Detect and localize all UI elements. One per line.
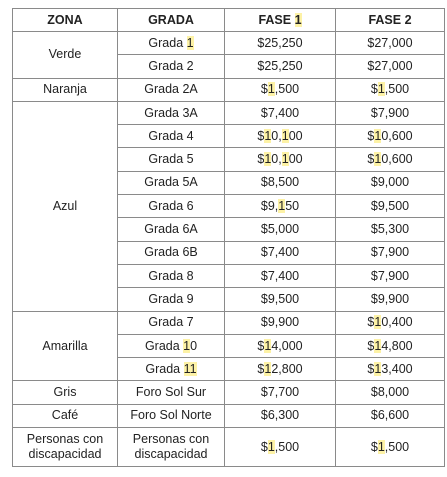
fase-2-price-cell: $27,000 [336,55,445,78]
fase-2-price-cell: $14,800 [336,334,445,357]
zona-cell: Verde [13,32,118,79]
price-table [12,8,445,467]
grada-cell: Grada 10 [118,334,225,357]
fase-1-price-cell: $1,500 [225,78,336,101]
grada-cell: Grada 3A [118,101,225,124]
zona-cell: Gris [13,381,118,404]
search-highlight: 1 [281,128,289,143]
table-row [13,381,445,404]
fase-2-price-cell: $9,500 [336,195,445,218]
fase-1-price-cell: $7,400 [225,241,336,264]
fase-1-price-cell: $9,500 [225,288,336,311]
search-highlight: 1 [264,128,272,143]
search-highlight: 1 [278,198,286,213]
search-highlight: 1 [374,338,382,353]
grada-cell: Grada 2A [118,78,225,101]
search-highlight: 1 [374,315,382,330]
search-highlight: 1 [267,439,275,454]
fase-1-price-cell: $9,900 [225,311,336,334]
table-row [13,404,445,427]
header-row [13,9,445,32]
fase-1-price-cell: $6,300 [225,404,336,427]
grada-cell: Grada 5A [118,171,225,194]
grada-cell: Grada 6 [118,195,225,218]
fase-1-price-cell: $25,250 [225,55,336,78]
search-highlight: 1 [189,361,197,376]
search-highlight: 1 [183,361,190,376]
fase-2-price-cell: $13,400 [336,358,445,381]
search-highlight: 1 [374,128,382,143]
fase-1-price-cell: $10,100 [225,125,336,148]
search-highlight: 1 [294,12,302,27]
grada-cell: Foro Sol Sur [118,381,225,404]
table-row [13,78,445,101]
zona-cell: Personas con discapacidad [13,428,118,467]
grada-cell: Grada 8 [118,264,225,287]
search-highlight: 1 [374,152,382,167]
fase-1-price-cell: $25,250 [225,32,336,55]
fase-2-price-cell: $7,900 [336,101,445,124]
zona-cell: Naranja [13,78,118,101]
fase-2-price-cell: $7,900 [336,264,445,287]
fase-1-price-cell: $12,800 [225,358,336,381]
search-highlight: 1 [267,82,275,97]
fase-2-price-cell: $10,600 [336,148,445,171]
search-highlight: 1 [264,361,272,376]
grada-cell: Grada 6A [118,218,225,241]
fase-2-price-cell: $1,500 [336,428,445,467]
fase-2-price-cell: $8,000 [336,381,445,404]
fase-1-price-cell: $9,150 [225,195,336,218]
grada-cell: Grada 1 [118,32,225,55]
header-fase-2: FASE 2 [336,9,445,32]
fase-2-price-cell: $6,600 [336,404,445,427]
header-zona: ZONA [13,9,118,32]
grada-cell: Grada 5 [118,148,225,171]
fase-1-price-cell: $1,500 [225,428,336,467]
fase-2-price-cell: $10,600 [336,125,445,148]
search-highlight: 1 [374,361,382,376]
fase-1-price-cell: $5,000 [225,218,336,241]
search-highlight: 1 [183,338,191,353]
fase-2-price-cell: $5,300 [336,218,445,241]
grada-cell: Personas con discapacidad [118,428,225,467]
table-row [13,428,445,467]
search-highlight: 1 [281,152,289,167]
fase-2-price-cell: $9,900 [336,288,445,311]
fase-2-price-cell: $7,900 [336,241,445,264]
grada-cell: Foro Sol Norte [118,404,225,427]
fase-2-price-cell: $1,500 [336,78,445,101]
search-highlight: 1 [264,338,272,353]
search-highlight: 1 [377,82,385,97]
search-highlight: 1 [264,152,272,167]
fase-1-price-cell: $14,000 [225,334,336,357]
table-row [13,311,445,334]
grada-cell: Grada 7 [118,311,225,334]
fase-2-price-cell: $9,000 [336,171,445,194]
grada-cell: Grada 6B [118,241,225,264]
fase-1-price-cell: $7,400 [225,264,336,287]
grada-cell: Grada 4 [118,125,225,148]
fase-1-price-cell: $8,500 [225,171,336,194]
header-fase-1: FASE 1 [225,9,336,32]
fase-2-price-cell: $27,000 [336,32,445,55]
grada-cell: Grada 11 [118,358,225,381]
fase-1-price-cell: $10,100 [225,148,336,171]
zona-cell: Azul [13,101,118,311]
table-body [13,32,445,467]
fase-2-price-cell: $10,400 [336,311,445,334]
table-row [13,32,445,55]
search-highlight: 1 [377,439,385,454]
fase-1-price-cell: $7,700 [225,381,336,404]
zona-cell: Amarilla [13,311,118,381]
table-row [13,101,445,124]
fase-1-price-cell: $7,400 [225,101,336,124]
header-grada: GRADA [118,9,225,32]
grada-cell: Grada 2 [118,55,225,78]
search-highlight: 1 [186,35,194,50]
zona-cell: Café [13,404,118,427]
grada-cell: Grada 9 [118,288,225,311]
